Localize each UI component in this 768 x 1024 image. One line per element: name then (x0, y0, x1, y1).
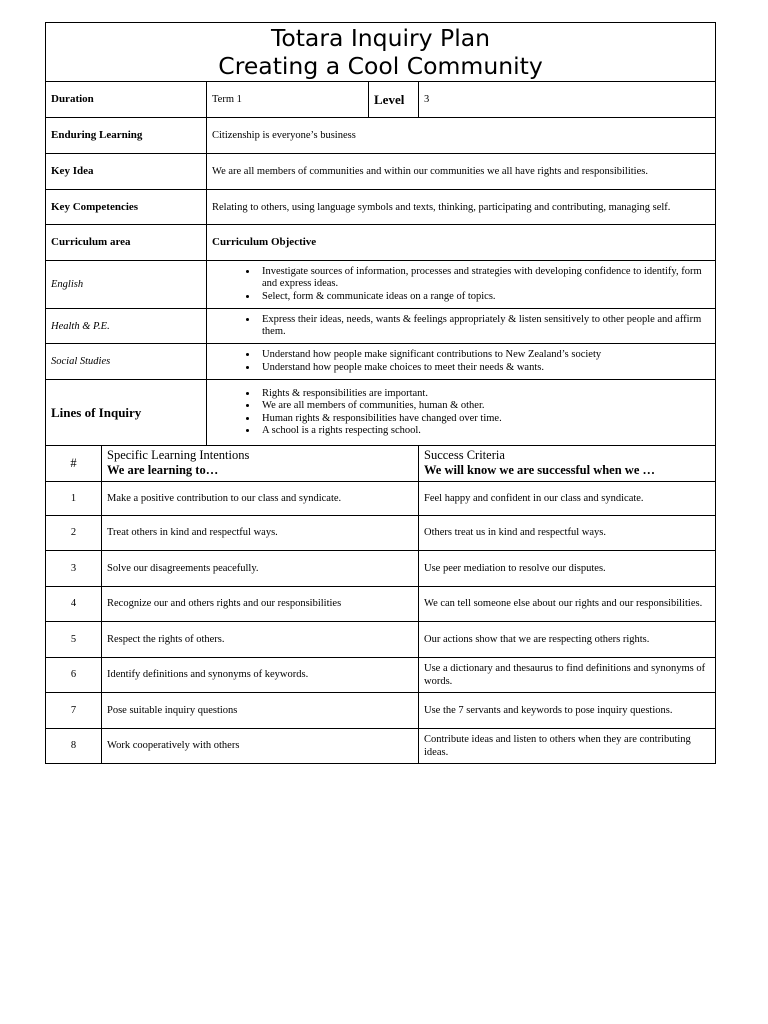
duration-label: Duration (46, 82, 207, 118)
list-item: • Understand how people make significant contributions to New Zealand’s society (258, 349, 710, 362)
row-number: 3 (46, 550, 102, 586)
row-intention: Treat others in kind and respectful ways. (102, 515, 419, 550)
row-number: 5 (46, 621, 102, 657)
curriculum-area-label: Curriculum area (46, 225, 207, 261)
level-value: 3 (419, 82, 716, 118)
row-number: 1 (46, 481, 102, 515)
row-intention: Make a positive contribution to our class and syndicate. (102, 481, 419, 515)
area-english-objectives (207, 261, 716, 309)
row-intention: Work cooperatively with others (102, 728, 419, 763)
document-title (46, 23, 716, 82)
row-criteria: Use peer mediation to resolve our disputes. (419, 550, 716, 586)
area-social-studies-objectives (207, 344, 716, 380)
row-intention: Pose suitable inquiry questions (102, 692, 419, 728)
learning-intentions-header (102, 445, 419, 481)
row-criteria: Feel happy and confident in our class and syndicate. (419, 481, 716, 515)
list-item: • A school is a rights respecting school. (258, 425, 710, 438)
enduring-learning-value: Citizenship is everyone’s business (207, 118, 716, 154)
row-criteria: Others treat us in kind and respectful ways. (419, 515, 716, 550)
table-row (46, 728, 716, 763)
row-criteria: Contribute ideas and listen to others when they are contributing ideas. (419, 728, 716, 763)
lines-of-inquiry-list (207, 380, 716, 446)
title-line-1: Totara Inquiry Plan (270, 24, 491, 52)
area-health-objectives (207, 309, 716, 344)
area-social-studies-label: Social Studies (46, 344, 207, 380)
row-intention: Respect the rights of others. (102, 621, 419, 657)
sc-header-line-1: Success Criteria (424, 448, 505, 462)
row-intention: Identify definitions and synonyms of keywords. (102, 657, 419, 692)
key-competencies-label: Key Competencies (46, 190, 207, 225)
row-number: 6 (46, 657, 102, 692)
sli-header-line-1: Specific Learning Intentions (107, 448, 250, 462)
table-row (46, 657, 716, 692)
level-label: Level (369, 82, 419, 118)
enduring-learning-label: Enduring Learning (46, 118, 207, 154)
table-row (46, 481, 716, 515)
sc-header-line-2: We will know we are successful when we … (424, 463, 656, 477)
table-row (46, 692, 716, 728)
learning-intentions-table (45, 445, 716, 764)
row-number: 2 (46, 515, 102, 550)
list-item: • Human rights & responsibilities have changed over time. (258, 413, 710, 426)
curriculum-objective-label: Curriculum Objective (207, 225, 716, 261)
list-item: • Express their ideas, needs, wants & feelings appropriately & listen sensitively to other people and affirm them. (258, 314, 710, 339)
row-criteria: Use the 7 servants and keywords to pose inquiry questions. (419, 692, 716, 728)
row-criteria: Our actions show that we are respecting others rights. (419, 621, 716, 657)
plan-overview-table (45, 22, 716, 446)
number-header: # (46, 445, 102, 481)
table-row (46, 586, 716, 621)
table-row (46, 515, 716, 550)
list-item: • Rights & responsibilities are important. (258, 388, 710, 401)
area-health-label: Health & P.E. (46, 309, 207, 344)
table-row (46, 621, 716, 657)
list-item: • Understand how people make choices to meet their needs & wants. (258, 362, 710, 375)
row-number: 7 (46, 692, 102, 728)
row-intention: Solve our disagreements peacefully. (102, 550, 419, 586)
sli-header-line-2: We are learning to… (107, 463, 219, 477)
key-idea-label: Key Idea (46, 154, 207, 190)
list-item: • Investigate sources of information, processes and strategies with developing confidence to identify, form and express ideas. (258, 266, 710, 291)
row-intention: Recognize our and others rights and our responsibilities (102, 586, 419, 621)
area-english-label: English (46, 261, 207, 309)
key-idea-value: We are all members of communities and within our communities we all have rights and responsibilities. (207, 154, 716, 190)
row-number: 8 (46, 728, 102, 763)
inquiry-plan-document (45, 22, 715, 764)
title-line-2: Creating a Cool Community (218, 52, 543, 80)
key-competencies-value: Relating to others, using language symbols and texts, thinking, participating and contributing, managing self. (207, 190, 716, 225)
lines-of-inquiry-label: Lines of Inquiry (46, 380, 207, 446)
success-criteria-header (419, 445, 716, 481)
row-criteria: We can tell someone else about our rights and our responsibilities. (419, 586, 716, 621)
row-criteria: Use a dictionary and thesaurus to find definitions and synonyms of words. (419, 657, 716, 692)
list-item: • Select, form & communicate ideas on a range of topics. (258, 291, 710, 304)
row-number: 4 (46, 586, 102, 621)
list-item: • We are all members of communities, human & other. (258, 400, 710, 413)
duration-value: Term 1 (207, 82, 369, 118)
table-row (46, 550, 716, 586)
